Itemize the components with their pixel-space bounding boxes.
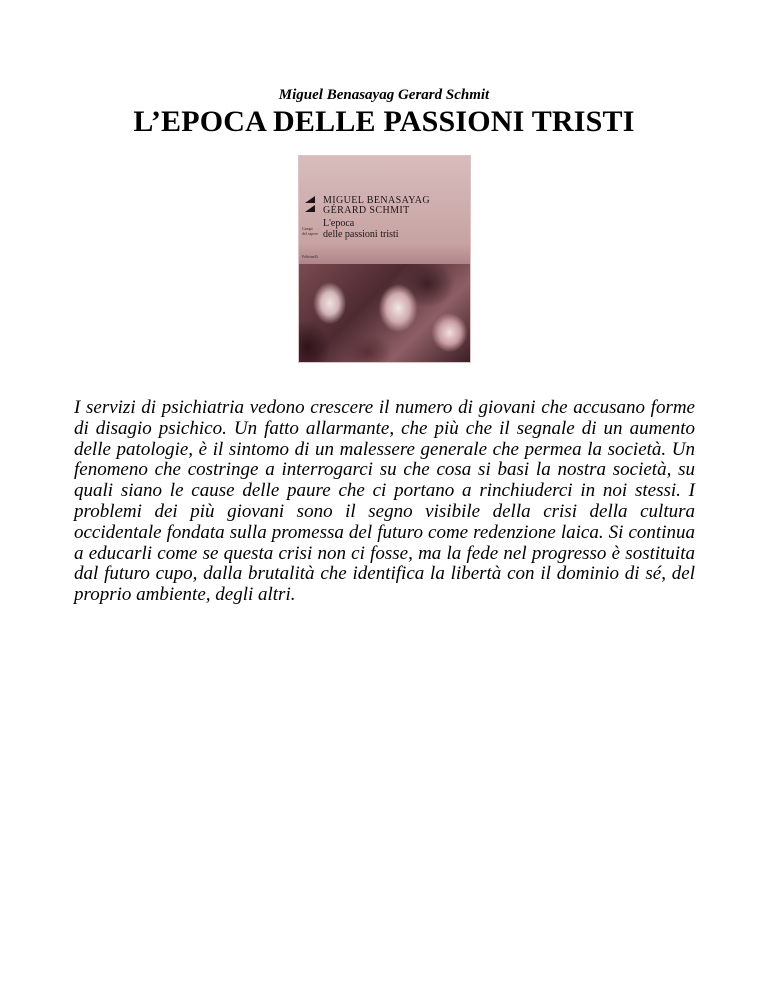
description-paragraph: I servizi di psichiatria vedono crescere il numero di giovani che accusano forme di disagio psichico. Un fatto allarmante, che più che il segnale di un aumento delle patologie, è il sintomo di un malessere generale che permea la società. Un fenomeno che costringe a interrogarci su che cosa si basi la nostra società, su quali siano le cause delle paure che ci portano a rinchiuderci in noi stessi. I problemi dei più giovani sono il segno visibile della crisi della cultura occidentale fondata sulla promessa del futuro come redenzione laica. Si continua a educarli come se questa crisi non ci fosse, ma la fede nel progresso è sostituita dal futuro cupo, dalla brutalità che identifica la libertà con il dominio di sé, del proprio ambiente, degli altri. [74, 397, 695, 606]
cover-title [323, 218, 468, 240]
book-cover-image [299, 156, 470, 362]
cover-series-line-2: del sapere [302, 231, 319, 236]
book-authors: Miguel Benasayag Gerard Schmit [278, 87, 490, 103]
publisher-logo-icon [305, 196, 315, 216]
cover-title-line-1: L'epoca [323, 218, 355, 229]
book-title: L’EPOCA DELLE PASSIONI TRISTI [133, 105, 635, 138]
cover-photo [299, 264, 470, 362]
cover-author-1: MIGUEL BENASAYAG [323, 195, 431, 206]
cover-author-2: GÉRARD SCHMIT [323, 205, 410, 216]
cover-authors [323, 196, 468, 216]
cover-series [302, 226, 322, 236]
cover-series-line-1: Campi [302, 226, 313, 231]
cover-title-line-2: delle passioni tristi [323, 229, 399, 240]
cover-publisher: Feltrinelli [302, 254, 318, 259]
